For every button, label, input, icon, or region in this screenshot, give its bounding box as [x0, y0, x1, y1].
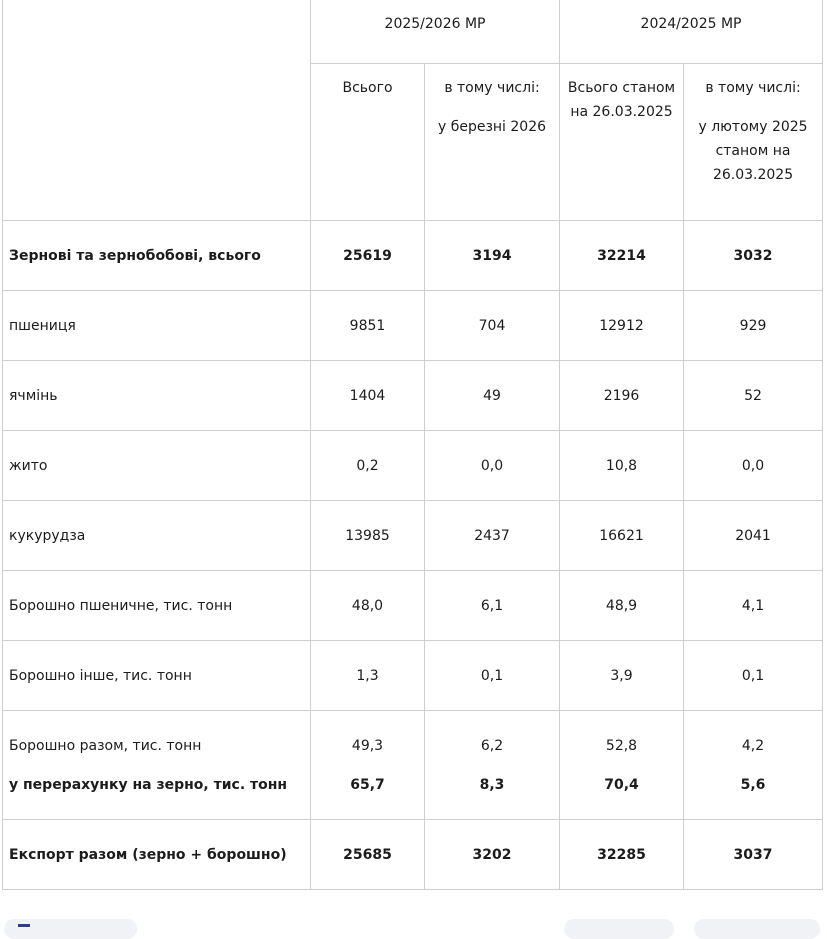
- col-prev-total-line2: на 26.03.2025: [570, 104, 673, 120]
- season-current-header: 2025/2026 МР: [311, 0, 560, 64]
- cell-value: 70,4: [604, 776, 639, 793]
- table-row: [3, 221, 823, 291]
- flour-total-cell: [560, 711, 684, 820]
- cell-value: 16621: [560, 501, 684, 571]
- table-row: [3, 431, 823, 501]
- cell-value: 0,1: [684, 641, 823, 711]
- bottom-right-button-2[interactable]: [694, 919, 820, 939]
- flour-total-label: Борошно разом, тис. тонн: [9, 737, 202, 754]
- cell-value: 25685: [311, 820, 425, 890]
- col-incl-line2: у березні 2026: [437, 119, 547, 135]
- col-incl-header: [425, 64, 560, 221]
- cell-value: 6,2: [480, 737, 504, 754]
- cell-value: 5,6: [740, 776, 766, 793]
- cell-value: 32285: [560, 820, 684, 890]
- cell-value: 25619: [311, 221, 425, 291]
- cell-value: 49: [425, 361, 560, 431]
- cell-value: 3032: [684, 221, 823, 291]
- cell-value: 32214: [560, 221, 684, 291]
- col-prev-incl-line1: в тому числі:: [705, 80, 801, 96]
- grain-export-table: [2, 0, 823, 890]
- col-total-header: Всього: [311, 64, 425, 221]
- table-row: [3, 641, 823, 711]
- cell-value: 48,9: [560, 571, 684, 641]
- cell-value: 0,0: [425, 431, 560, 501]
- table-row: [3, 361, 823, 431]
- row-label: Борошно інше, тис. тонн: [3, 641, 311, 711]
- flour-total-cell: [311, 711, 425, 820]
- cell-value: 48,0: [311, 571, 425, 641]
- flour-total-label-cell: [3, 711, 311, 820]
- table-row: [3, 291, 823, 361]
- cell-value: 2041: [684, 501, 823, 571]
- cell-value: 929: [684, 291, 823, 361]
- cell-value: 13985: [311, 501, 425, 571]
- flour-total-cell: [684, 711, 823, 820]
- cell-value: 8,3: [479, 776, 505, 793]
- col-prev-incl-line3: станом на: [715, 143, 791, 159]
- row-label: жито: [3, 431, 311, 501]
- bottom-right-button-1[interactable]: [564, 919, 674, 939]
- bottom-left-button[interactable]: [4, 919, 137, 939]
- col-prev-incl-line2: у лютому 2025: [698, 119, 808, 135]
- flour-total-row: [3, 711, 823, 820]
- col-prev-incl-line4: 26.03.2025: [712, 167, 794, 183]
- export-total-label: Експорт разом (зерно + борошно): [3, 820, 311, 890]
- row-label: кукурудза: [3, 501, 311, 571]
- cell-value: 3,9: [560, 641, 684, 711]
- row-label: ячмінь: [3, 361, 311, 431]
- cell-value: 49,3: [351, 737, 384, 754]
- cell-value: 0,0: [684, 431, 823, 501]
- grain-equiv-label: у перерахунку на зерно, тис. тонн: [9, 776, 288, 793]
- cell-value: 10,8: [560, 431, 684, 501]
- cell-value: 2437: [425, 501, 560, 571]
- cell-value: 4,1: [684, 571, 823, 641]
- col-prev-total-header: [560, 64, 684, 221]
- cell-value: 52: [684, 361, 823, 431]
- export-total-row: [3, 820, 823, 890]
- row-label: Зернові та зернобобові, всього: [3, 221, 311, 291]
- col-prev-incl-header: [684, 64, 823, 221]
- cell-value: 3202: [425, 820, 560, 890]
- season-prev-header: 2024/2025 МР: [560, 0, 823, 64]
- header-row-seasons: [3, 0, 823, 64]
- cell-value: 65,7: [350, 776, 385, 793]
- cell-value: 4,2: [741, 737, 765, 754]
- cell-value: 12912: [560, 291, 684, 361]
- table-row: [3, 571, 823, 641]
- flour-total-cell: [425, 711, 560, 820]
- cell-value: 0,1: [425, 641, 560, 711]
- cell-value: 1404: [311, 361, 425, 431]
- cell-value: 6,1: [425, 571, 560, 641]
- cell-value: 0,2: [311, 431, 425, 501]
- cell-value: 3194: [425, 221, 560, 291]
- row-label: Борошно пшеничне, тис. тонн: [3, 571, 311, 641]
- col-incl-line1: в тому числі:: [444, 80, 540, 96]
- table-row: [3, 501, 823, 571]
- cell-value: 3037: [684, 820, 823, 890]
- cell-value: 2196: [560, 361, 684, 431]
- cell-value: 1,3: [311, 641, 425, 711]
- col-prev-total-line1: Всього станом: [567, 80, 676, 96]
- row-label: пшениця: [3, 291, 311, 361]
- cell-value: 704: [425, 291, 560, 361]
- cell-value: 9851: [311, 291, 425, 361]
- cell-value: 52,8: [605, 737, 638, 754]
- header-empty-cell: [3, 0, 311, 221]
